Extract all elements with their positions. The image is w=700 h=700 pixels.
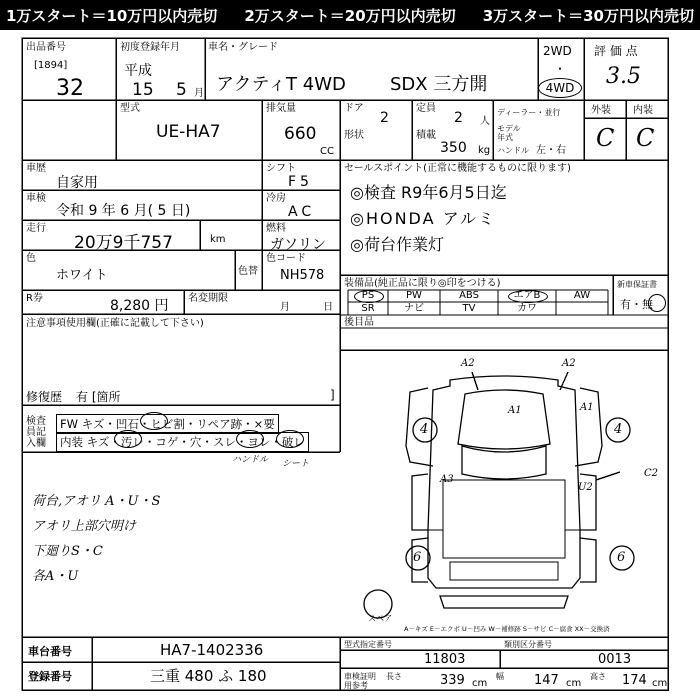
check-dent-circle <box>140 412 168 430</box>
wheel-rear-right-mark: 6 <box>617 550 626 565</box>
car-damage-diagram <box>340 350 668 637</box>
wheel-front-left-mark: 4 <box>420 422 429 437</box>
banner-text-1: 1万スタート＝10万円以内売切 <box>6 6 218 25</box>
use-label: 車歴 <box>26 163 46 174</box>
handle-value: 左・右 <box>536 145 566 156</box>
sales-point-3: ◎荷台作業灯 <box>350 235 444 254</box>
model-year-label: モデル年式 <box>497 124 521 142</box>
equip-airbag: エアB <box>513 290 541 301</box>
height-unit: cm <box>652 678 668 689</box>
sales-point-2: ◎HONDA アルミ <box>350 209 496 228</box>
color-value: ホワイト <box>56 268 108 283</box>
lot-sub: [1894] <box>34 60 68 71</box>
length-label: 長さ <box>386 672 402 681</box>
type-no: 11803 <box>424 652 466 667</box>
warranty-value: 有・無 <box>620 298 653 311</box>
damage-a1-top: A1 <box>508 405 522 416</box>
tax-label: R券 <box>26 293 43 304</box>
score-value: 3.5 <box>606 64 641 89</box>
banner-text-3: 3万スタート＝30万円以内売切 <box>482 6 694 25</box>
sales-point-1: ◎検査 R9年6月5日迄 <box>350 183 507 202</box>
chassis-label: 車台番号 <box>28 645 72 658</box>
repair-label: 修復歴 <box>26 390 63 404</box>
damage-legend: A－キズ E－エクボ U－凹み W－補修跡 S－サビ C－腐食 XX－交換済 <box>404 625 610 633</box>
capacity: 2 <box>454 110 463 126</box>
model-code: UE-HA7 <box>156 122 221 142</box>
check-line-interior: 内装 キズ・汚レ・コゲ・穴・スレ・ヨレ・破レ <box>56 432 309 452</box>
spare-label: スペア <box>368 614 392 623</box>
class-no-label: 類別区分番号 <box>504 640 552 649</box>
exterior-grade: C <box>596 124 615 152</box>
interior-label: 内装 <box>633 105 653 116</box>
month-unit: 月 <box>194 88 204 99</box>
repair-value: 有 [箇所 <box>76 390 121 404</box>
damage-a3: A3 <box>440 474 454 485</box>
person-unit: 人 <box>480 116 490 127</box>
door-count: 2 <box>380 110 389 126</box>
exterior-label: 外装 <box>591 105 611 116</box>
shift-value: F5 <box>288 174 313 190</box>
length-value: 339 <box>440 673 465 688</box>
dealer-label: ディーラー・並行 <box>497 108 561 117</box>
width-value: 147 <box>534 673 559 688</box>
reg-month: 5 <box>176 80 187 100</box>
shape-label: 形状 <box>344 130 364 141</box>
name-change-label: 名変期限 <box>188 293 228 304</box>
equip-ps: PS <box>361 290 375 301</box>
handle-label: ハンドル <box>497 146 529 155</box>
warranty-label: 新車保証書 <box>617 280 657 289</box>
damage-c2: C2 <box>644 468 659 479</box>
car-name-label: 車名・グレード <box>208 42 278 53</box>
fuel-value: ガソリン <box>270 237 326 253</box>
lot-label: 出品番号 <box>26 42 66 53</box>
check-twist-circle <box>276 430 304 448</box>
warranty-none-circle <box>648 294 666 312</box>
notes-label: 注意事項使用欄(正確に記載して下さい) <box>26 318 204 329</box>
fuel-label: 燃料 <box>266 223 286 234</box>
score-label: 評 価 点 <box>594 44 638 58</box>
era: 平成 <box>124 63 152 79</box>
color-code: NH578 <box>280 268 325 283</box>
inspection-value: 令和 9 年 6 月( 5 日) <box>56 203 191 219</box>
name-change-value: 月 日 <box>280 302 334 313</box>
height-label: 高さ <box>590 672 606 681</box>
lot-number: 32 <box>56 76 84 101</box>
kg-unit: kg <box>478 145 491 156</box>
equip-sr: SR <box>361 303 375 314</box>
inspection-label: 車検 <box>26 193 46 204</box>
km-unit: km <box>210 234 226 245</box>
ac-value: AC <box>288 204 316 220</box>
use-value: 自家用 <box>56 175 98 191</box>
check-dirt-circle <box>114 430 142 448</box>
tax-value: 8,280 円 <box>110 298 169 314</box>
remark-2: アオリ上部穴明け <box>32 519 136 534</box>
displacement-label: 排気量 <box>266 103 296 114</box>
length-unit: cm <box>472 678 488 689</box>
equip-pw: PW <box>406 290 422 301</box>
plate-label: 登録番号 <box>28 670 72 683</box>
damage-a1-right: A1 <box>580 402 594 413</box>
cert-label: 車検証明用参考 <box>344 672 376 690</box>
equip-airbag-circle <box>508 290 548 303</box>
color-swap-label: 色替 <box>238 266 258 277</box>
damage-a2-right: A2 <box>562 358 576 369</box>
remark-3: 下廻りS・C <box>32 544 103 559</box>
inspector-label: 検査員記入欄 <box>26 416 46 449</box>
equip-ps-circle <box>354 290 384 303</box>
load-value: 350 <box>440 140 467 156</box>
wheel-front-right-mark: 4 <box>614 422 623 437</box>
model-label: 型式 <box>120 103 140 114</box>
width-label: 幅 <box>496 672 504 681</box>
interior-grade: C <box>636 124 655 152</box>
equip-navi: ナビ <box>404 303 424 314</box>
displacement: 660 <box>284 124 317 144</box>
ac-label: 冷房 <box>266 193 286 204</box>
check-wear-circle <box>236 430 264 448</box>
first-reg-label: 初度登録年月 <box>120 42 180 53</box>
wheel-rear-left-mark: 6 <box>413 550 422 565</box>
damage-a2-left: A2 <box>461 358 475 369</box>
class-no: 0013 <box>598 652 632 667</box>
drive-2wd: 2WD <box>543 44 572 58</box>
banner-text-2: 2万スタート＝20万円以内売切 <box>244 6 456 25</box>
grade: SDX 三方開 <box>390 74 488 95</box>
car-name: アクティT 4WD <box>216 74 346 95</box>
cc-unit: CC <box>320 146 334 157</box>
repair-close: ] <box>330 388 335 402</box>
equip-aw: AW <box>573 290 591 301</box>
mileage-value: 20万9千757 <box>74 233 173 253</box>
color-label: 色 <box>26 253 36 264</box>
remark-4: 各A・U <box>32 569 79 584</box>
equip-abs: ABS <box>459 290 479 301</box>
width-unit: cm <box>566 678 582 689</box>
equipment-label: 装備品(純正品に限り◎印をつける) <box>344 278 501 289</box>
check-line-fw: FW キズ・凹石・ヒビ割・リペア跡・×要 <box>56 414 279 434</box>
reg-year: 15 <box>132 80 154 100</box>
chassis-number: HA7-1402336 <box>160 641 264 659</box>
back-label: 後目品 <box>344 317 374 328</box>
plate-number: 三重 480 ふ 180 <box>150 667 267 685</box>
color-code-label: 色コード <box>266 253 306 264</box>
load-label: 積載 <box>416 130 436 141</box>
note-seat: シート <box>282 459 310 469</box>
drive-4wd-circled: 4WD <box>538 78 582 98</box>
door-label: ドア <box>344 103 364 114</box>
capacity-label: 定員 <box>416 103 436 114</box>
drive-dot: ・ <box>554 62 567 76</box>
height-value: 174 <box>622 673 647 688</box>
equip-leather: カワ <box>517 303 537 314</box>
remark-1: 荷台,アオリ A・U・S <box>32 494 161 509</box>
note-handle: ハンドル <box>232 455 269 465</box>
equip-tv: TV <box>462 303 476 314</box>
shift-label: シフト <box>266 163 296 174</box>
type-no-label: 型式指定番号 <box>344 640 392 649</box>
sales-point-label: セールスポイント(正常に機能するものに限ります) <box>344 163 571 174</box>
damage-u2: U2 <box>578 482 593 493</box>
mileage-label: 走行 <box>26 223 46 234</box>
